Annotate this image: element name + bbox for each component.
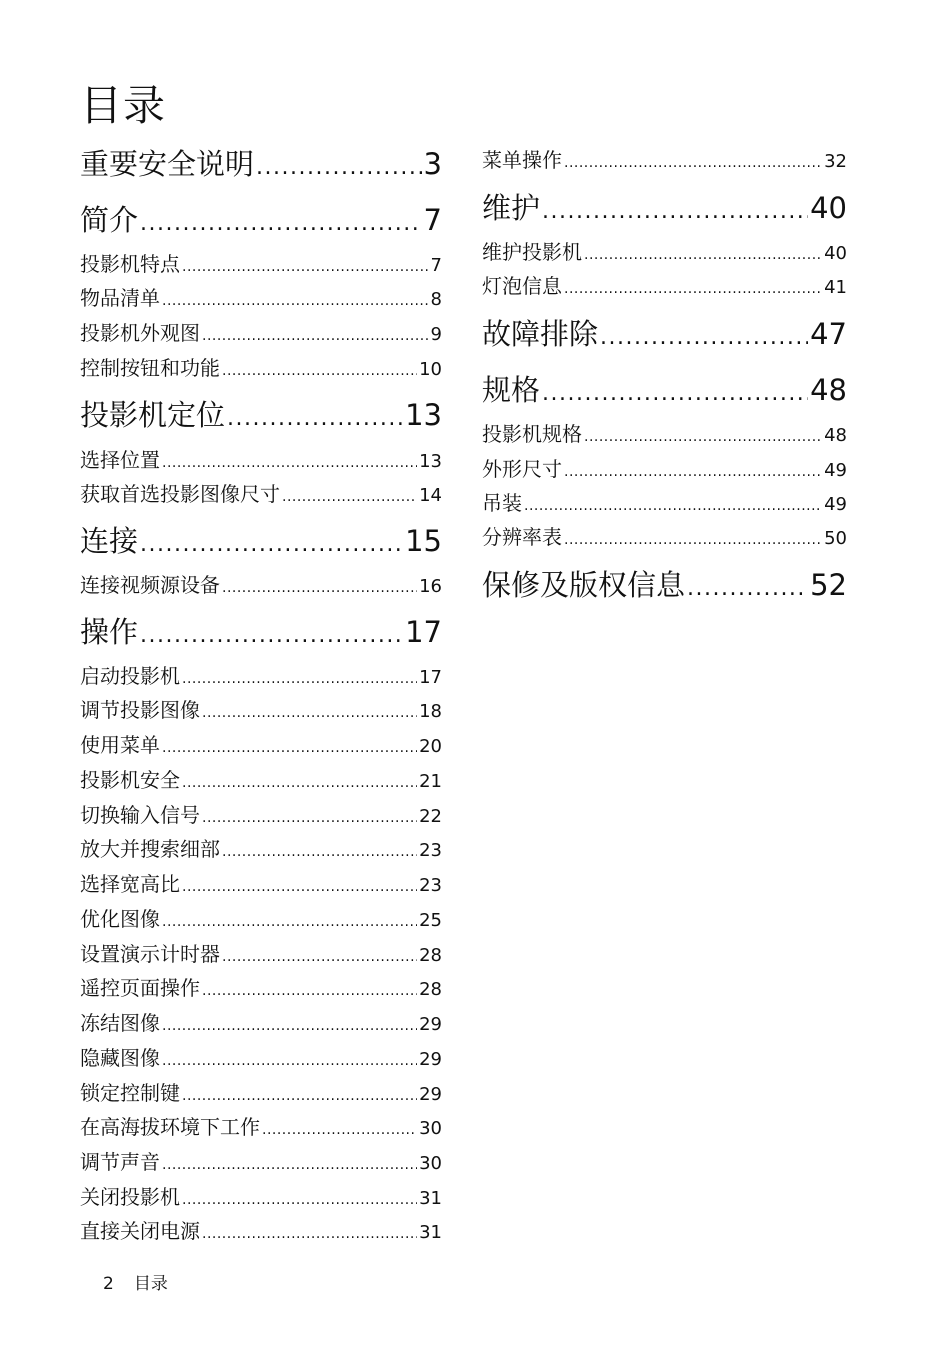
toc-entry-title: 投影机安全 bbox=[80, 768, 180, 792]
toc-dot-leader bbox=[162, 287, 429, 315]
toc-dot-leader bbox=[584, 241, 822, 269]
toc-entry[interactable] bbox=[482, 455, 847, 486]
toc-entry[interactable] bbox=[80, 940, 442, 971]
toc-entry[interactable] bbox=[482, 420, 847, 451]
toc-entry[interactable] bbox=[80, 905, 442, 936]
toc-dot-leader bbox=[162, 908, 417, 936]
toc-entry[interactable] bbox=[80, 446, 442, 477]
toc-dot-leader bbox=[182, 873, 417, 901]
toc-entry-page-number: 49 bbox=[824, 494, 847, 515]
toc-dot-leader bbox=[182, 253, 429, 281]
toc-entry-page-number: 48 bbox=[824, 425, 847, 446]
toc-entry[interactable] bbox=[482, 565, 847, 609]
toc-entry-title: 简介 bbox=[80, 203, 139, 237]
toc-entry[interactable] bbox=[80, 766, 442, 797]
toc-entry-title: 分辨率表 bbox=[482, 525, 562, 549]
toc-dot-leader bbox=[687, 569, 808, 609]
toc-entry-title: 控制按钮和功能 bbox=[80, 356, 220, 380]
toc-entry-page-number: 17 bbox=[419, 667, 442, 688]
toc-entry-page-number: 47 bbox=[810, 317, 847, 351]
toc-entry-title: 外形尺寸 bbox=[482, 457, 562, 481]
toc-entry-page-number: 52 bbox=[810, 568, 847, 602]
toc-entry[interactable] bbox=[80, 1044, 442, 1075]
toc-entry-title: 重要安全说明 bbox=[80, 147, 255, 181]
toc-entry-page-number: 8 bbox=[430, 289, 442, 310]
toc-entry-title: 投影机特点 bbox=[80, 252, 180, 276]
toc-entry[interactable] bbox=[80, 395, 442, 439]
toc-entry-title: 优化图像 bbox=[80, 907, 160, 931]
toc-entry-title: 锁定控制键 bbox=[80, 1081, 180, 1105]
toc-entry-title: 启动投影机 bbox=[80, 664, 180, 688]
toc-entry-page-number: 13 bbox=[419, 451, 442, 472]
toc-entry-title: 规格 bbox=[482, 373, 541, 407]
toc-dot-leader bbox=[564, 458, 822, 486]
toc-entry-title: 吊装 bbox=[482, 491, 522, 515]
toc-entry[interactable] bbox=[80, 612, 442, 656]
toc-dot-leader bbox=[202, 804, 417, 832]
toc-entry[interactable] bbox=[80, 1183, 442, 1214]
toc-entry-title: 连接视频源设备 bbox=[80, 573, 220, 597]
toc-entry-page-number: 23 bbox=[419, 875, 442, 896]
toc-entry-title: 获取首选投影图像尺寸 bbox=[80, 482, 280, 506]
toc-dot-leader bbox=[222, 838, 417, 866]
toc-dot-leader bbox=[182, 665, 417, 693]
toc-entry[interactable] bbox=[80, 354, 442, 385]
toc-entry-page-number: 3 bbox=[423, 147, 442, 181]
toc-entry-page-number: 15 bbox=[405, 524, 442, 558]
toc-entry[interactable] bbox=[482, 238, 847, 269]
toc-entry[interactable] bbox=[80, 1217, 442, 1248]
toc-entry-page-number: 30 bbox=[419, 1153, 442, 1174]
toc-dot-leader bbox=[182, 1186, 417, 1214]
toc-entry[interactable] bbox=[80, 1009, 442, 1040]
toc-entry-page-number: 28 bbox=[419, 979, 442, 1000]
toc-entry[interactable] bbox=[80, 200, 442, 244]
page-footer bbox=[103, 1272, 168, 1296]
toc-entry[interactable] bbox=[482, 314, 847, 358]
toc-dot-leader bbox=[202, 322, 429, 350]
toc-entry[interactable] bbox=[80, 1113, 442, 1144]
toc-entry-page-number: 10 bbox=[419, 359, 442, 380]
toc-entry[interactable] bbox=[80, 480, 442, 511]
toc-entry-page-number: 29 bbox=[419, 1014, 442, 1035]
toc-dot-leader bbox=[182, 1082, 417, 1110]
toc-entry[interactable] bbox=[482, 188, 847, 232]
toc-entry-title: 选择宽高比 bbox=[80, 872, 180, 896]
toc-entry[interactable] bbox=[80, 144, 442, 188]
toc-entry-title: 保修及版权信息 bbox=[482, 568, 686, 602]
toc-entry-page-number: 29 bbox=[419, 1084, 442, 1105]
toc-entry-title: 选择位置 bbox=[80, 448, 160, 472]
toc-entry-page-number: 7 bbox=[423, 203, 442, 237]
toc-entry-title: 关闭投影机 bbox=[80, 1185, 180, 1209]
toc-entry[interactable] bbox=[482, 489, 847, 520]
toc-entry-title: 在高海拔环境下工作 bbox=[80, 1115, 260, 1139]
toc-entry-title: 灯泡信息 bbox=[482, 274, 562, 298]
toc-entry-page-number: 32 bbox=[824, 151, 847, 172]
toc-dot-leader bbox=[227, 399, 403, 439]
toc-entry-page-number: 29 bbox=[419, 1049, 442, 1070]
toc-dot-leader bbox=[564, 526, 822, 554]
toc-dot-leader bbox=[524, 492, 822, 520]
toc-entry[interactable] bbox=[482, 370, 847, 414]
toc-entry-title: 故障排除 bbox=[482, 317, 599, 351]
toc-entry-page-number: 40 bbox=[824, 243, 847, 264]
toc-entry[interactable] bbox=[80, 731, 442, 762]
toc-dot-leader bbox=[140, 204, 422, 244]
toc-dot-leader bbox=[256, 148, 422, 188]
toc-entry-page-number: 49 bbox=[824, 460, 847, 481]
toc-entry[interactable] bbox=[80, 696, 442, 727]
toc-entry[interactable] bbox=[80, 870, 442, 901]
toc-dot-leader bbox=[162, 1012, 417, 1040]
toc-entry-page-number: 13 bbox=[405, 398, 442, 432]
toc-entry[interactable] bbox=[482, 272, 847, 303]
toc-dot-leader bbox=[222, 943, 417, 971]
toc-entry[interactable] bbox=[482, 146, 847, 177]
toc-entry-page-number: 18 bbox=[419, 701, 442, 722]
toc-dot-leader bbox=[162, 449, 417, 477]
toc-entry-page-number: 31 bbox=[419, 1222, 442, 1243]
toc-dot-leader bbox=[564, 275, 822, 303]
toc-entry-title: 调节投影图像 bbox=[80, 698, 200, 722]
toc-entry-page-number: 22 bbox=[419, 806, 442, 827]
toc-dot-leader bbox=[222, 357, 417, 385]
toc-dot-leader bbox=[162, 1047, 417, 1075]
toc-entry[interactable] bbox=[80, 250, 442, 281]
toc-entry-title: 物品清单 bbox=[80, 286, 160, 310]
toc-entry[interactable] bbox=[80, 521, 442, 565]
toc-dot-leader bbox=[202, 699, 417, 727]
toc-entry[interactable] bbox=[80, 1148, 442, 1179]
toc-dot-leader bbox=[222, 574, 417, 602]
toc-entry-title: 投影机定位 bbox=[80, 398, 226, 432]
toc-dot-leader bbox=[162, 734, 417, 762]
toc-dot-leader bbox=[600, 318, 808, 358]
toc-entry-page-number: 17 bbox=[405, 615, 442, 649]
toc-entry-title: 调节声音 bbox=[80, 1150, 160, 1174]
toc-entry-title: 菜单操作 bbox=[482, 148, 562, 172]
toc-entry-page-number: 16 bbox=[419, 576, 442, 597]
toc-entry-page-number: 14 bbox=[419, 485, 442, 506]
toc-entry[interactable] bbox=[482, 523, 847, 554]
toc-entry-title: 设置演示计时器 bbox=[80, 942, 220, 966]
toc-dot-leader bbox=[542, 374, 808, 414]
toc-entry-page-number: 31 bbox=[419, 1188, 442, 1209]
toc-entry[interactable] bbox=[80, 662, 442, 693]
toc-entry[interactable] bbox=[80, 571, 442, 602]
toc-entry-title: 放大并搜索细部 bbox=[80, 837, 220, 861]
toc-dot-leader bbox=[262, 1116, 417, 1144]
toc-entry[interactable] bbox=[80, 284, 442, 315]
toc-dot-leader bbox=[564, 149, 822, 177]
page-title: 目录 bbox=[80, 81, 167, 130]
toc-entry-page-number: 23 bbox=[419, 840, 442, 861]
toc-entry[interactable] bbox=[80, 801, 442, 832]
toc-entry-page-number: 40 bbox=[810, 191, 847, 225]
toc-entry[interactable] bbox=[80, 974, 442, 1005]
toc-dot-leader bbox=[584, 423, 822, 451]
toc-entry-title: 连接 bbox=[80, 524, 139, 558]
toc-entry-title: 遥控页面操作 bbox=[80, 976, 200, 1000]
footer-section-title: 目录 bbox=[133, 1274, 168, 1294]
footer-page-number: 2 bbox=[103, 1274, 114, 1294]
toc-entry-title: 维护投影机 bbox=[482, 240, 582, 264]
toc-entry-page-number: 28 bbox=[419, 945, 442, 966]
toc-entry-title: 投影机规格 bbox=[482, 422, 582, 446]
toc-entry-title: 投影机外观图 bbox=[80, 321, 200, 345]
toc-entry-title: 使用菜单 bbox=[80, 733, 160, 757]
toc-entry[interactable] bbox=[80, 319, 442, 350]
toc-entry-title: 冻结图像 bbox=[80, 1011, 160, 1035]
toc-entry-page-number: 50 bbox=[824, 528, 847, 549]
toc-entry-title: 维护 bbox=[482, 191, 541, 225]
toc-entry-page-number: 25 bbox=[419, 910, 442, 931]
toc-dot-leader bbox=[162, 1151, 417, 1179]
toc-dot-leader bbox=[140, 525, 403, 565]
toc-entry-title: 直接关闭电源 bbox=[80, 1219, 200, 1243]
toc-dot-leader bbox=[202, 977, 417, 1005]
toc-entry-title: 切换输入信号 bbox=[80, 803, 200, 827]
toc-entry[interactable] bbox=[80, 1079, 442, 1110]
toc-entry-title: 隐藏图像 bbox=[80, 1046, 160, 1070]
toc-entry-page-number: 9 bbox=[430, 324, 442, 345]
toc-dot-leader bbox=[202, 1220, 417, 1248]
toc-entry-page-number: 48 bbox=[810, 373, 847, 407]
toc-dot-leader bbox=[542, 192, 808, 232]
toc-entry-title: 操作 bbox=[80, 615, 139, 649]
toc-dot-leader bbox=[140, 616, 403, 656]
toc-entry-page-number: 21 bbox=[419, 771, 442, 792]
toc-entry-page-number: 20 bbox=[419, 736, 442, 757]
toc-entry-page-number: 30 bbox=[419, 1118, 442, 1139]
toc-entry-page-number: 41 bbox=[824, 277, 847, 298]
toc-entry-page-number: 7 bbox=[430, 255, 442, 276]
toc-entry[interactable] bbox=[80, 835, 442, 866]
toc-dot-leader bbox=[282, 483, 417, 511]
toc-dot-leader bbox=[182, 769, 417, 797]
